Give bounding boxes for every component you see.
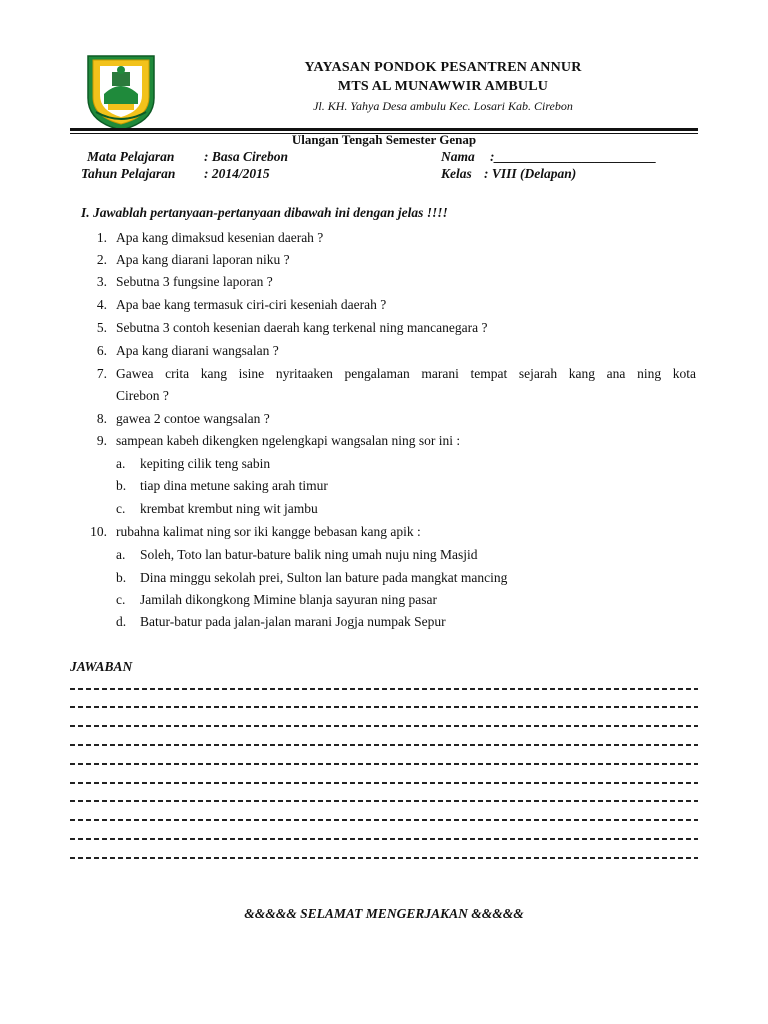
- question-text: sampean kabeh dikengken ngelengkapi wangsalan ning sor ini :: [116, 433, 461, 448]
- question-number: 2.: [96, 252, 107, 267]
- question-number: 8.: [96, 411, 107, 426]
- question-text-continued: Cirebon ?: [116, 388, 169, 403]
- question-text: rubahna kalimat ning sor iki kangge bebasan kang apik :: [116, 524, 421, 539]
- sub-item-letter: c.: [116, 501, 126, 516]
- answer-line[interactable]: [70, 800, 698, 802]
- subject-value: : Basa Cirebon: [204, 149, 289, 164]
- answer-line[interactable]: [70, 744, 698, 746]
- question-text: Sebutna 3 contoh kesenian daerah kang terkenal ning mancanegara ?: [116, 320, 488, 335]
- question-number: 6.: [96, 343, 107, 358]
- question-number: 4.: [96, 297, 107, 312]
- question-number: 1.: [96, 230, 107, 245]
- sub-item-text: kepiting cilik teng sabin: [140, 456, 271, 471]
- question-number: 5.: [96, 320, 107, 335]
- school-name: MTS AL MUNAWWIR AMBULU: [337, 79, 549, 94]
- sub-item-letter: b.: [116, 570, 127, 585]
- question-text: Apa kang dimaksud kesenian daerah ?: [116, 230, 324, 245]
- sub-item-letter: d.: [116, 614, 127, 629]
- answer-line[interactable]: [70, 782, 698, 784]
- question-number: 7.: [96, 366, 107, 381]
- year-value: : 2014/2015: [204, 166, 270, 181]
- question-text: gawea 2 contoe wangsalan ?: [116, 411, 270, 426]
- sub-item-letter: a.: [116, 547, 126, 562]
- answer-line[interactable]: [70, 763, 698, 765]
- answer-section-title: JAWABAN: [70, 659, 133, 674]
- sub-item-text: Soleh, Toto lan batur-bature balik ning umah nuju ning Masjid: [140, 547, 478, 562]
- sub-item-text: tiap dina metune saking arah timur: [140, 478, 328, 493]
- school-logo: [78, 48, 164, 134]
- answer-line[interactable]: [70, 725, 698, 727]
- question-text: Sebutna 3 fungsine laporan ?: [116, 274, 273, 289]
- name-label: Nama: [441, 149, 475, 164]
- answer-line[interactable]: [70, 819, 698, 821]
- instruction: I. Jawablah pertanyaan-pertanyaan dibawah ini dengan jelas !!!!: [81, 205, 448, 220]
- subject-label: Mata Pelajaran: [87, 149, 175, 164]
- school-address: Jl. KH. Yahya Desa ambulu Kec. Losari Kab. Cirebon: [313, 99, 573, 113]
- question-text: Apa bae kang termasuk ciri-ciri keseniah daerah ?: [116, 297, 387, 312]
- question-text: Apa kang diarani wangsalan ?: [116, 343, 279, 358]
- answer-line[interactable]: [70, 838, 698, 840]
- question-text: Gawea crita kang isine nyritaaken pengalaman marani tempat sejarah kang ana ning kota: [116, 366, 696, 381]
- sub-item-text: Jamilah dikongkong Mimine blanja sayuran ning pasar: [140, 592, 437, 607]
- sub-item-letter: b.: [116, 478, 127, 493]
- sub-item-text: krembat krembut ning wit jambu: [140, 501, 318, 516]
- year-label: Tahun Pelajaran: [81, 166, 176, 181]
- answer-line[interactable]: [70, 857, 698, 859]
- question-number: 10.: [90, 524, 107, 539]
- sub-item-text: Dina minggu sekolah prei, Sulton lan bature pada mangkat mancing: [140, 570, 508, 585]
- closing-message: &&&&& SELAMAT MENGERJAKAN &&&&&: [244, 906, 524, 921]
- name-field[interactable]: :________________________: [490, 149, 657, 164]
- sub-item-letter: c.: [116, 592, 126, 607]
- class-value: : VIII (Delapan): [484, 166, 577, 181]
- exam-title: Ulangan Tengah Semester Genap: [291, 132, 477, 147]
- header-divider-thick: [70, 128, 698, 131]
- question-text: Apa kang diarani laporan niku ?: [116, 252, 290, 267]
- question-number: 3.: [96, 274, 107, 289]
- answer-line[interactable]: [70, 688, 698, 690]
- class-label: Kelas: [441, 166, 472, 181]
- question-number: 9.: [96, 433, 107, 448]
- sub-item-text: Batur-batur pada jalan-jalan marani Jogja numpak Sepur: [140, 614, 446, 629]
- foundation-name: YAYASAN PONDOK PESANTREN ANNUR: [304, 60, 582, 75]
- answer-line[interactable]: [70, 706, 698, 708]
- sub-item-letter: a.: [116, 456, 126, 471]
